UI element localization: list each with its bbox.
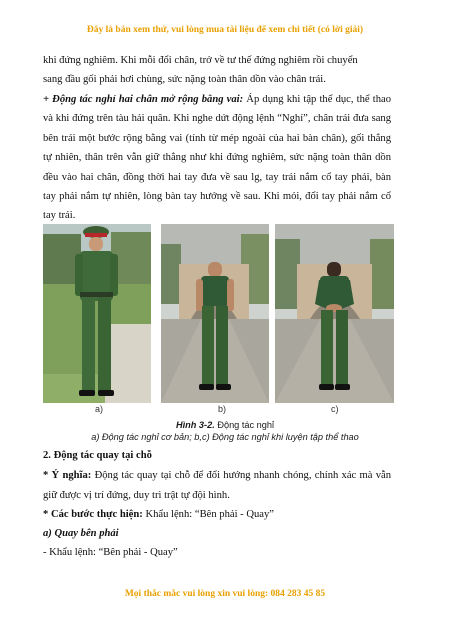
paragraph-continuation [43,51,391,90]
section-steps [43,505,391,525]
contact-footer: Mọi thắc mắc vui lòng xin vui lòng: 084 283 45 85 [124,589,326,599]
section-heading: 2. Động tác quay tại chỗ [43,450,152,461]
meaning-label: * Ý nghĩa: [43,470,92,481]
meaning-text: Động tác quay tại chỗ để đổi hướng nhanh chóng, chính xác mà vẫn giữ được vị trí đứng, duy trì trật tự đội hình. [43,470,392,501]
steps-text: Khẩu lệnh: “Bên phải - Quay” [142,509,274,520]
paragraph-title: + Động tác nghỉ hai chân mở rộng bằng vai: [43,94,244,105]
photo-at-ease-basic [43,224,151,403]
figure-photos [43,224,394,403]
photo-at-ease-sport-front [161,224,269,403]
paragraph-line: sang đầu gối phải hơi chùng, sức nặng toàn thân dồn vào chân trái. [43,74,326,86]
paragraph-text: Áp dụng khi tập thể dục, thể thao và khi đứng trên tàu hải quân. Khi nghe dứt động lệnh “Nghỉ”, chân trái đưa sang bên trái một bước rộng bằng vai (tính từ mép ngoài của hai bàn chân), gối thẳng tự nhiên, thân trên vẫn giữ thẳng như khi đứng nghiêm, sức nặng toàn thân dồn đều vào hai chân, đồng thời hai tay đưa về sau lg, tay trái nắm cổ tay phải, bàn tay phải nắm tự nhiên, lòng bàn tay hướng về sau. Khi mỏi, đổi tay phải nắm cổ tay trái. [43,94,391,222]
sub-heading-right-turn: a) Quay bên phải [43,528,119,539]
figure-label-b: b) [218,404,227,414]
figure-title-text: Động tác nghỉ [214,420,275,430]
preview-notice-header: Đây là bản xem thử, vui lòng mua tài liệu để xem chi tiết (có lời giải) [86,25,364,35]
figure-caption-title [0,420,450,430]
paragraph-line: khi đứng nghiêm. Khi mỗi đổi chân, trở về tư thế đứng nghiêm rồi chuyển [43,55,358,66]
figure-label-a: a) [95,404,104,414]
figure-number: Hình 3-2. [175,420,215,430]
command-line: - Khẩu lệnh: “Bên phải - Quay” [43,547,178,558]
section-meaning [43,466,391,505]
figure-label-c: c) [331,404,339,414]
paragraph-wide-stance [43,90,391,226]
photo-at-ease-sport-back [275,224,394,403]
steps-label: * Các bước thực hiện: [43,509,143,520]
figure-caption-subtitle: a) Động tác nghỉ cơ bản; b,c) Động tác nghỉ khi luyện tập thể thao [91,432,359,442]
